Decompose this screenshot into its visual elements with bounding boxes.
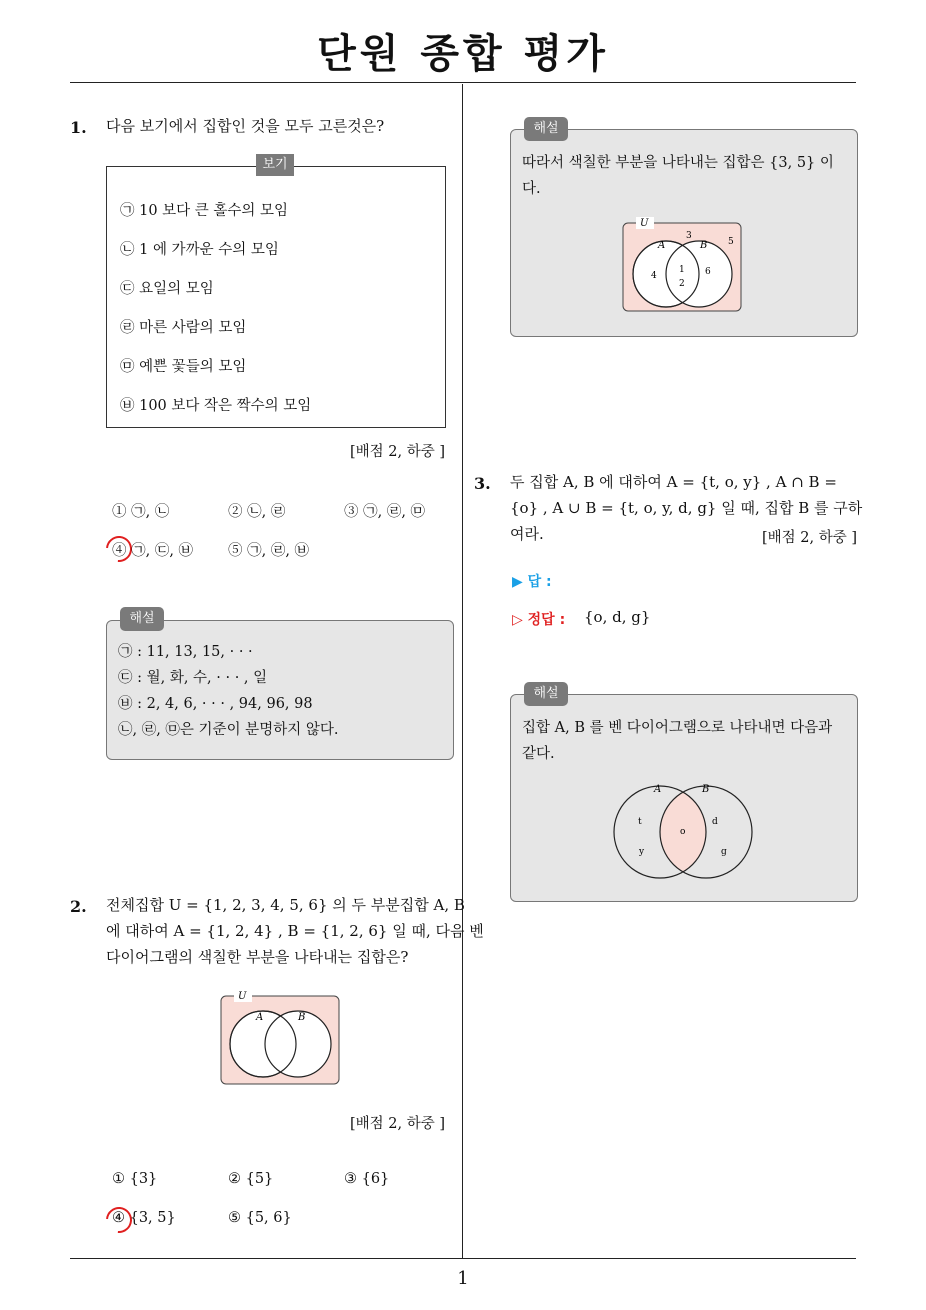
- svg-text:B: B: [700, 240, 708, 251]
- q2-solution-line: 따라서 색칠한 부분을 나타내는 집합은 {3, 5} 이: [522, 155, 834, 171]
- venn-label-b: B: [298, 1012, 306, 1023]
- q1-choice-4[interactable]: ④ ㉠, ㉢, ㉥: [112, 543, 194, 559]
- svg-text:y: y: [639, 847, 645, 857]
- q3-solution-label: 해설: [524, 682, 568, 706]
- q2-venn-diagram: [216, 988, 346, 1088]
- q1-text: 다음 보기에서 집합인 것을 모두 고른것은?: [106, 117, 385, 135]
- q3-correct-value: {o, d, g}: [584, 608, 651, 626]
- bogi-item: ㉣ 마른 사람의 모임: [120, 320, 247, 336]
- column-divider: [462, 84, 463, 1258]
- q2-solution-line: 다.: [522, 181, 541, 197]
- q2-choice-5[interactable]: ⑤ {5, 6}: [228, 1210, 292, 1226]
- q1-solution-line: ㉠ : 11, 13, 15, · · ·: [118, 644, 253, 660]
- svg-text:2: 2: [679, 279, 685, 289]
- q1-choice-1[interactable]: ① ㉠, ㉡: [112, 504, 170, 520]
- q2-choice-1[interactable]: ① {3}: [112, 1171, 158, 1187]
- svg-text:5: 5: [728, 237, 734, 247]
- q2-solution-label: 해설: [524, 117, 568, 141]
- q3-line: 여라.: [510, 525, 544, 543]
- svg-text:t: t: [638, 817, 642, 827]
- q2-choice-4[interactable]: ④ {3, 5}: [112, 1210, 176, 1226]
- q3-solution-line: 집합 A, B 를 벤 다이어그램으로 나타내면 다음과: [522, 720, 833, 736]
- q1-solution-line: ㉢ : 월, 화, 수, · · · , 일: [118, 670, 268, 686]
- svg-text:A: A: [654, 784, 662, 795]
- venn-label-u: U: [238, 991, 247, 1002]
- page-title: 단원 종합 평가: [317, 31, 609, 77]
- q2-line: 에 대하여 A = {1, 2, 4} , B = {1, 2, 6} 일 때, 다음 벤: [106, 922, 484, 940]
- q3-solution-line: 같다.: [522, 746, 555, 762]
- bogi-label: 보기: [256, 154, 294, 176]
- q1-number: 1.: [70, 118, 87, 137]
- q2-line: 다이어그램의 색칠한 부분을 나타내는 집합은?: [106, 948, 409, 966]
- q3-score: [배점 2, 하중 ]: [762, 530, 858, 546]
- q1-solution-label: 해설: [120, 607, 164, 631]
- bogi-item: ㉠ 10 보다 큰 홀수의 모임: [120, 203, 289, 219]
- q2-choice-2[interactable]: ② {5}: [228, 1171, 274, 1187]
- q2-line: 전체집합 U = {1, 2, 3, 4, 5, 6} 의 두 부분집합 A, B: [106, 896, 465, 914]
- svg-text:3: 3: [686, 231, 692, 241]
- q1-solution-line: ㉥ : 2, 4, 6, · · · , 94, 96, 98: [118, 696, 313, 712]
- q1-choice-5[interactable]: ⑤ ㉠, ㉣, ㉥: [228, 543, 310, 559]
- page-number: 1: [457, 1268, 469, 1289]
- svg-text:o: o: [680, 827, 686, 837]
- top-rule: [70, 82, 856, 83]
- q2-solution-venn: [618, 214, 746, 314]
- q1-score: [배점 2, 하중 ]: [350, 444, 446, 460]
- q3-correct-label: ▷ 정답 :: [512, 612, 566, 628]
- bogi-item: ㉥ 100 보다 작은 짝수의 모임: [120, 398, 312, 414]
- q3-solution-venn: [608, 778, 758, 882]
- q1-solution-line: ㉡, ㉣, ㉤은 기준이 분명하지 않다.: [118, 722, 339, 738]
- q1-choice-3[interactable]: ③ ㉠, ㉣, ㉤: [344, 504, 426, 520]
- svg-text:6: 6: [705, 267, 711, 277]
- svg-text:4: 4: [651, 271, 657, 281]
- svg-text:B: B: [702, 784, 710, 795]
- svg-text:1: 1: [679, 265, 685, 275]
- bogi-item: ㉢ 요일의 모임: [120, 281, 214, 297]
- q3-line: 두 집합 A, B 에 대하여 A = {t, o, y} , A ∩ B =: [510, 473, 837, 491]
- q3-number: 3.: [474, 474, 491, 493]
- q3-answer-label: ▶ 답 :: [512, 574, 552, 590]
- q2-choice-3[interactable]: ③ {6}: [344, 1171, 390, 1187]
- bogi-item: ㉡ 1 에 가까운 수의 모임: [120, 242, 279, 258]
- q1-choice-2[interactable]: ② ㉡, ㉣: [228, 504, 286, 520]
- q3-line: {o} , A ∪ B = {t, o, y, d, g} 일 때, 집합 B 를 구하: [510, 499, 863, 517]
- q2-score: [배점 2, 하중 ]: [350, 1116, 446, 1132]
- svg-text:U: U: [640, 218, 649, 229]
- svg-text:A: A: [658, 240, 666, 251]
- svg-text:d: d: [712, 817, 718, 827]
- q2-number: 2.: [70, 897, 87, 916]
- bottom-rule: [70, 1258, 856, 1259]
- bogi-item: ㉤ 예쁜 꽃들의 모임: [120, 359, 247, 375]
- venn-label-a: A: [256, 1012, 264, 1023]
- svg-text:g: g: [721, 847, 727, 857]
